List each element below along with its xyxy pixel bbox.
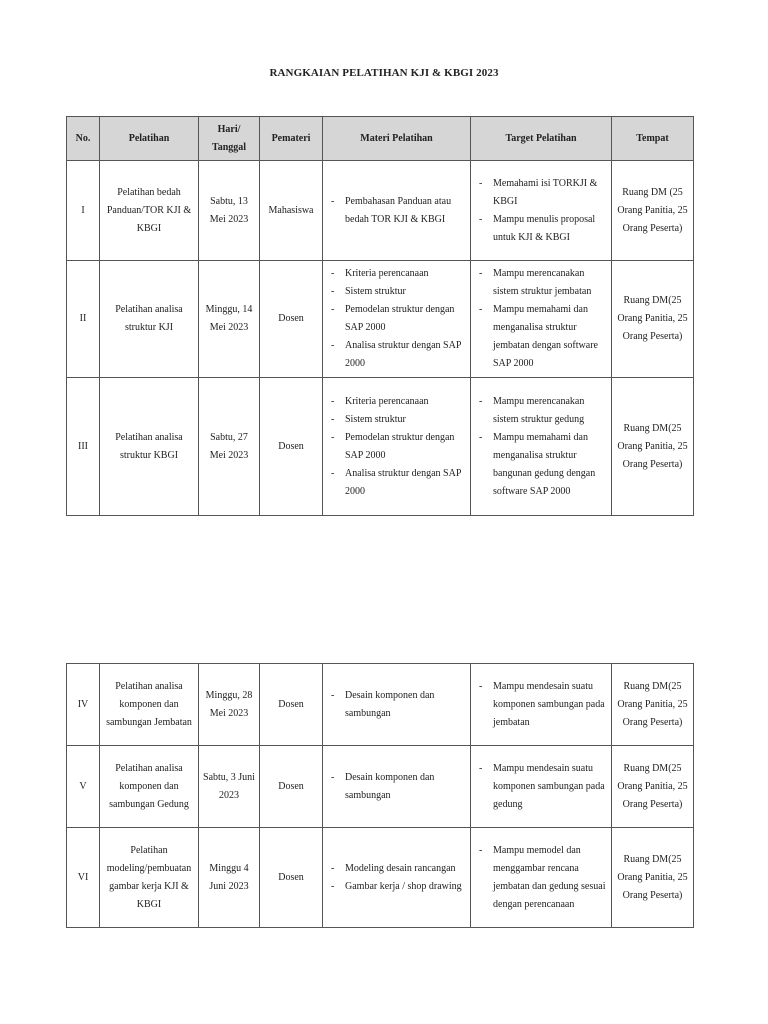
row-pemateri: Dosen bbox=[260, 261, 323, 378]
row-tanggal: Sabtu, 27 Mei 2023 bbox=[199, 378, 260, 516]
row-pemateri: Dosen bbox=[260, 378, 323, 516]
target-item: - Mampu memahami dan menganalisa struktur bangunan gedung dengan software SAP 2000 bbox=[475, 429, 607, 501]
materi-item: - Pemodelan struktur dengan SAP 2000 bbox=[327, 429, 466, 465]
target-item: - Mampu mendesain suatu komponen sambungan pada jembatan bbox=[475, 678, 607, 732]
row-no: V bbox=[67, 746, 100, 828]
target-item: - Mampu memodel dan menggambar rencana jembatan dan gedung sesuai dengan perencanaan bbox=[475, 842, 607, 914]
row-target bbox=[471, 161, 612, 261]
row-tanggal: Sabtu, 3 Juni 2023 bbox=[199, 746, 260, 828]
row-materi bbox=[323, 261, 471, 378]
row-materi bbox=[323, 664, 471, 746]
row-tempat: Ruang DM(25 Orang Panitia, 25 Orang Peserta) bbox=[612, 261, 694, 378]
row-tanggal: Minggu, 28 Mei 2023 bbox=[199, 664, 260, 746]
table-row bbox=[67, 664, 694, 746]
row-pemateri: Dosen bbox=[260, 664, 323, 746]
table-row bbox=[67, 828, 694, 928]
row-materi bbox=[323, 828, 471, 928]
target-item: - Mampu merencanakan sistem struktur jembatan bbox=[475, 265, 607, 301]
materi-item: - Kriteria perencanaan bbox=[327, 265, 466, 283]
table-row bbox=[67, 261, 694, 378]
row-materi bbox=[323, 378, 471, 516]
row-tempat: Ruang DM (25 Orang Panitia, 25 Orang Peserta) bbox=[612, 161, 694, 261]
target-item: - Mampu memahami dan menganalisa struktur jembatan dengan software SAP 2000 bbox=[475, 301, 607, 373]
document-title: RANGKAIAN PELATIHAN KJI & KBGI 2023 bbox=[269, 67, 499, 79]
materi-item: - Analisa struktur dengan SAP 2000 bbox=[327, 465, 466, 501]
row-pelatihan: Pelatihan analisa komponen dan sambungan Gedung bbox=[100, 746, 199, 828]
table-row bbox=[67, 161, 694, 261]
materi-item: - Sistem struktur bbox=[327, 411, 466, 429]
target-item: - Memahami isi TORKJI & KBGI bbox=[475, 175, 607, 211]
row-tanggal: Minggu, 14 Mei 2023 bbox=[199, 261, 260, 378]
row-tanggal: Sabtu, 13 Mei 2023 bbox=[199, 161, 260, 261]
table-row bbox=[67, 746, 694, 828]
row-pelatihan: Pelatihan modeling/pembuatan gambar kerja KJI & KBGI bbox=[100, 828, 199, 928]
target-item: - Mampu menulis proposal untuk KJI & KBGI bbox=[475, 211, 607, 247]
row-materi bbox=[323, 746, 471, 828]
row-tanggal: Minggu 4 Juni 2023 bbox=[199, 828, 260, 928]
materi-item: - Analisa struktur dengan SAP 2000 bbox=[327, 337, 466, 373]
row-no: III bbox=[67, 378, 100, 516]
header-no: No. bbox=[67, 117, 100, 161]
schedule-table-page2 bbox=[66, 663, 694, 928]
header-materi: Materi Pelatihan bbox=[323, 117, 471, 161]
schedule-table-page1 bbox=[66, 116, 694, 516]
row-tempat: Ruang DM(25 Orang Panitia, 25 Orang Peserta) bbox=[612, 746, 694, 828]
row-pelatihan: Pelatihan bedah Panduan/TOR KJI & KBGI bbox=[100, 161, 199, 261]
header-pelatihan: Pelatihan bbox=[100, 117, 199, 161]
row-no: VI bbox=[67, 828, 100, 928]
materi-item: - Desain komponen dan sambungan bbox=[327, 687, 466, 723]
row-no: I bbox=[67, 161, 100, 261]
row-target bbox=[471, 261, 612, 378]
row-pemateri: Dosen bbox=[260, 746, 323, 828]
row-target bbox=[471, 378, 612, 516]
target-item: - Mampu mendesain suatu komponen sambungan pada gedung bbox=[475, 760, 607, 814]
table-header-row bbox=[67, 117, 694, 161]
table-row bbox=[67, 378, 694, 516]
materi-item: - Pemodelan struktur dengan SAP 2000 bbox=[327, 301, 466, 337]
materi-item: - Modeling desain rancangan bbox=[327, 860, 466, 878]
materi-item: - Sistem struktur bbox=[327, 283, 466, 301]
row-materi bbox=[323, 161, 471, 261]
header-hari-tanggal: Hari/ Tanggal bbox=[199, 117, 260, 161]
row-pelatihan: Pelatihan analisa struktur KJI bbox=[100, 261, 199, 378]
row-tempat: Ruang DM(25 Orang Panitia, 25 Orang Peserta) bbox=[612, 378, 694, 516]
row-pelatihan: Pelatihan analisa komponen dan sambungan Jembatan bbox=[100, 664, 199, 746]
row-target bbox=[471, 828, 612, 928]
materi-item: - Kriteria perencanaan bbox=[327, 393, 466, 411]
materi-item: - Desain komponen dan sambungan bbox=[327, 769, 466, 805]
row-pemateri: Mahasiswa bbox=[260, 161, 323, 261]
row-target bbox=[471, 746, 612, 828]
materi-item: - Pembahasan Panduan atau bedah TOR KJI & KBGI bbox=[327, 193, 466, 229]
target-item: - Mampu merencanakan sistem struktur gedung bbox=[475, 393, 607, 429]
materi-item: - Gambar kerja / shop drawing bbox=[327, 878, 466, 896]
row-pelatihan: Pelatihan analisa struktur KBGI bbox=[100, 378, 199, 516]
row-tempat: Ruang DM(25 Orang Panitia, 25 Orang Peserta) bbox=[612, 828, 694, 928]
row-pemateri: Dosen bbox=[260, 828, 323, 928]
row-target bbox=[471, 664, 612, 746]
row-no: II bbox=[67, 261, 100, 378]
header-tempat: Tempat bbox=[612, 117, 694, 161]
header-pemateri: Pemateri bbox=[260, 117, 323, 161]
header-target: Target Pelatihan bbox=[471, 117, 612, 161]
row-tempat: Ruang DM(25 Orang Panitia, 25 Orang Peserta) bbox=[612, 664, 694, 746]
row-no: IV bbox=[67, 664, 100, 746]
